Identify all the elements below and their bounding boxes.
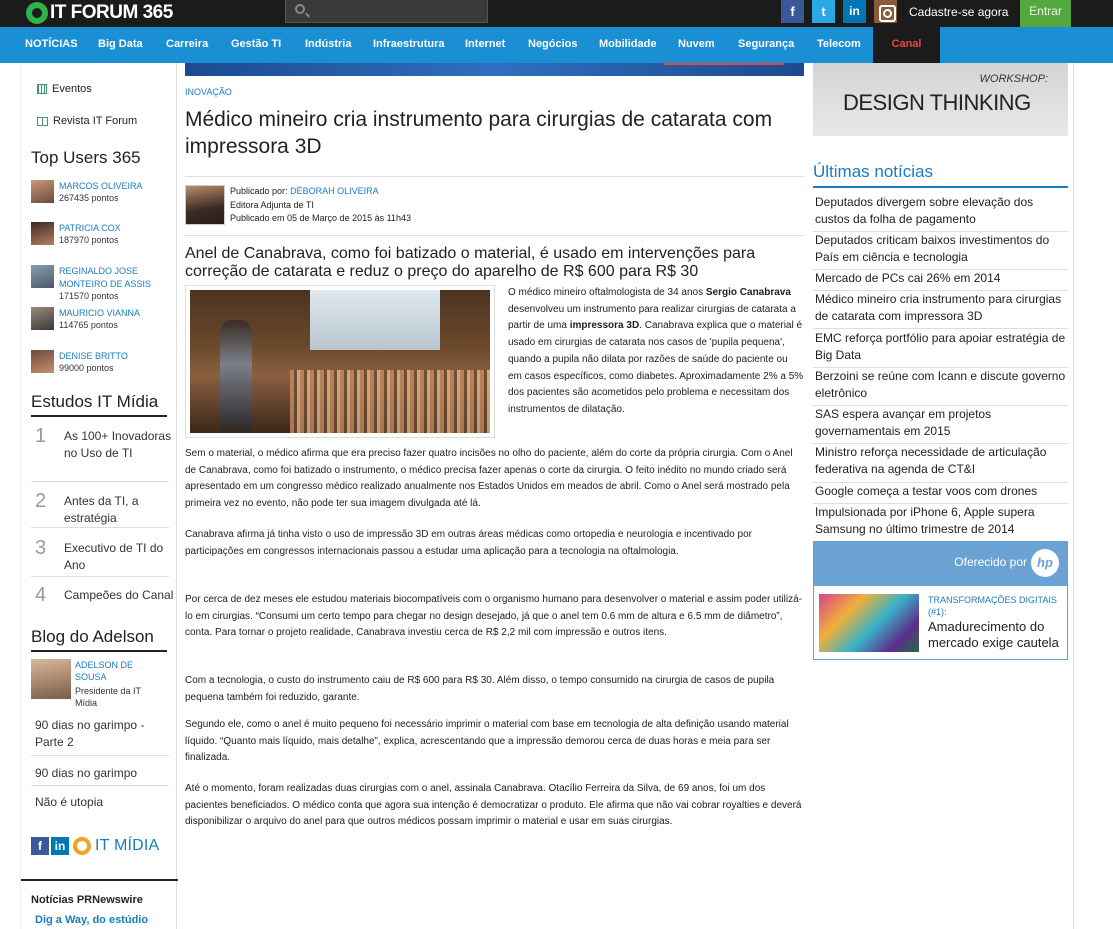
eventos-link[interactable] bbox=[37, 83, 92, 95]
divider bbox=[21, 879, 178, 881]
divider bbox=[31, 650, 167, 652]
news-item[interactable]: Berzoini se reúne com Icann e discute governo eletrônico bbox=[813, 368, 1068, 406]
photo-speaker bbox=[220, 320, 252, 430]
blog-author-role: Presidente da IT Mídia bbox=[75, 686, 141, 708]
itmidia-text: IT MÍDIA bbox=[95, 837, 160, 854]
published-by-label: Publicado por: bbox=[230, 186, 288, 196]
book-icon bbox=[37, 117, 48, 126]
nav-telecom[interactable]: Telecom bbox=[817, 38, 861, 50]
latest-news-title: Últimas notícias bbox=[813, 162, 933, 181]
calendar-icon bbox=[37, 84, 47, 94]
user-points: 114765 pontos bbox=[59, 320, 118, 330]
avatar bbox=[31, 265, 54, 288]
avatar bbox=[31, 350, 54, 373]
linkedin-icon[interactable]: in bbox=[843, 0, 866, 23]
avatar bbox=[31, 307, 54, 330]
article-paragraph: Segundo ele, como o anel é muito pequeno foi necessário imprimir o material com base em tecnologia de alta definição usando material líquido. “Quanto mais líquido, mais detalhe”, explica, acrescentando que a impressão demorou cerca de duas horas e meia para ser finalizada. bbox=[185, 719, 789, 764]
estudo-title[interactable]: Executivo de TI do Ano bbox=[64, 541, 164, 572]
article-paragraph: Por cerca de dez meses ele estudou materiais biocompatíveis com o organismo humano para desenvolver o material e assim poder utilizá-lo em cirurgias. “Consumi um certo tempo para chegar no design desejado, já que o anel tem 0.6 mm de altura e 6.5 mm de diâmetro”, conta. Para tornar o projeto realidade, Canabrava investiu cerca de R$ 2,2 mil com impressão e outros itens. bbox=[185, 594, 802, 639]
sponsored-box[interactable] bbox=[813, 541, 1068, 660]
news-item[interactable]: Mercado de PCs cai 26% em 2014 bbox=[813, 270, 1068, 291]
article-title: Médico mineiro cria instrumento para cirurgias de catarata com impressora 3D bbox=[185, 108, 773, 158]
sponsored-tag[interactable]: TRANSFORMAÇÕES DIGITAIS (#1): bbox=[928, 595, 1057, 617]
author-name[interactable]: DÉBORAH OLIVEIRA bbox=[290, 186, 379, 196]
news-item[interactable]: Google começa a testar voos com drones bbox=[813, 483, 1068, 504]
news-item[interactable]: Médico mineiro cria instrumento para cirurgias de catarata com impressora 3D bbox=[813, 291, 1068, 329]
user-item[interactable] bbox=[31, 350, 171, 380]
article-subtitle: Anel de Canabrava, como foi batizado o material, é usado em intervenções para correção de catarata e reduz o preço do aparelho de R$ 600 para R$ 30 bbox=[185, 245, 756, 280]
divider bbox=[185, 176, 804, 177]
sponsored-title[interactable]: Amadurecimento do mercado exige cautela bbox=[928, 619, 1059, 650]
article-paragraph: Canabrava afirma já tinha visto o uso de impressão 3D em outras áreas médicas como ortopedia e neurologia e incentivado por participações em congressos internacionais passou a estudar uma aplicação para a tecnologia na oftalmologia. bbox=[185, 529, 752, 557]
user-points: 171570 pontos bbox=[59, 291, 119, 301]
search-input[interactable] bbox=[312, 3, 482, 19]
divider bbox=[31, 785, 169, 786]
nav-industria[interactable]: Indústria bbox=[305, 38, 352, 50]
nav-gestao-ti[interactable]: Gestão TI bbox=[231, 38, 282, 50]
news-item[interactable]: Deputados divergem sobre elevação dos custos da folha de pagamento bbox=[813, 194, 1068, 232]
photo-canvas bbox=[190, 290, 490, 433]
news-item[interactable]: Impulsionada por iPhone 6, Apple supera Samsung no último trimestre de 2014 bbox=[815, 505, 1035, 536]
blog-post-link[interactable]: 90 dias no garimpo bbox=[35, 766, 138, 780]
divider bbox=[185, 235, 804, 236]
signup-link[interactable]: Cadastre-se agora bbox=[909, 5, 1009, 19]
article-byline bbox=[230, 186, 379, 196]
user-item[interactable] bbox=[31, 180, 171, 210]
revista-link[interactable] bbox=[37, 115, 137, 127]
user-points: 99000 pontos bbox=[59, 363, 114, 373]
nav-infraestrutura[interactable]: Infraestrutura bbox=[373, 38, 445, 50]
user-name[interactable]: MAURICIO VIANNA bbox=[59, 308, 141, 318]
author-photo bbox=[185, 185, 225, 225]
top-users-title: Top Users 365 bbox=[31, 148, 141, 167]
nav-big-data[interactable]: Big Data bbox=[98, 38, 143, 50]
revista-label: Revista IT Forum bbox=[53, 115, 138, 127]
estudo-title[interactable]: Campeões do Canal bbox=[64, 588, 174, 602]
prnews-link[interactable]: Dig a Way, do estúdio bbox=[35, 914, 149, 926]
twitter-icon[interactable]: t bbox=[812, 0, 835, 23]
logo-text: IT FORUM 365 bbox=[50, 2, 173, 23]
estudo-title[interactable]: Antes da TI, a estratégia bbox=[64, 494, 139, 525]
estudo-item[interactable] bbox=[31, 584, 174, 622]
workshop-ad[interactable] bbox=[813, 63, 1068, 136]
article-paragraph: Sem o material, o médico afirma que era preciso fazer quatro incisões no olho do paciente, além do corte da própria cirurgia. Com o Anel de Canabrava, como foi batizado o instrumento, o médico precisa fazer apenas o corte da cirurgia. O feito inédito no mundo criado será apresentado em um congresso médico realizado anualmente nos Estados Unidos em meados de abril. Como o Anel será mostrado pela primeira vez no evento, não pode ter sua imagem divulgada até lá. bbox=[185, 448, 793, 510]
news-item[interactable]: Deputados criticam baixos investimentos do País em ciência e tecnologia bbox=[813, 232, 1068, 270]
main-nav bbox=[0, 27, 1113, 63]
ad-banner[interactable] bbox=[185, 63, 804, 76]
blog-post-link[interactable]: Não é utopia bbox=[35, 795, 104, 809]
instagram-icon[interactable] bbox=[874, 0, 897, 23]
user-name[interactable]: PATRICIA COX bbox=[59, 223, 121, 233]
estudo-number: 3 bbox=[35, 537, 47, 559]
photo-audience bbox=[290, 370, 490, 433]
article-photo bbox=[185, 285, 495, 438]
avatar bbox=[31, 180, 54, 203]
sponsor-bar bbox=[814, 542, 1067, 586]
nav-canal[interactable]: Canal bbox=[873, 27, 940, 63]
nav-noticias[interactable]: NOTÍCIAS bbox=[25, 38, 78, 50]
blog-title: Blog do Adelson bbox=[31, 627, 154, 646]
news-item[interactable]: SAS espera avançar em projetos governamentais em 2015 bbox=[813, 406, 1068, 444]
news-item[interactable]: EMC reforça portfólio para apoiar estratégia de Big Data bbox=[813, 330, 1068, 368]
linkedin-icon[interactable]: in bbox=[51, 837, 69, 855]
blog-post-link[interactable]: 90 dias no garimpo - Parte 2 bbox=[35, 718, 145, 749]
facebook-icon[interactable]: f bbox=[31, 837, 49, 855]
login-button[interactable]: Entrar bbox=[1020, 0, 1071, 27]
estudo-number: 1 bbox=[35, 425, 47, 447]
nav-negocios[interactable]: Negócios bbox=[528, 38, 578, 50]
user-name[interactable]: MARCOS OLIVEIRA bbox=[59, 181, 143, 191]
prnews-title: Notícias PRNewswire bbox=[31, 894, 143, 906]
blog-author-name[interactable]: ADELSON DE SOUSA bbox=[75, 660, 134, 682]
article-paragraph: Até o momento, foram realizadas duas cirurgias com o anel, assinala Canabrava. Otacílio Ferreira da Silva, de 69 anos, foi um dos pacientes beneficiados. O médico conta que agora sua intenção é democratizar o produto. Ele afirma que não vai cobrar royalties e deverá disponibilizar o arquivo do anel para que outros médicos possam imprimir o material e usar em suas cirurgias. bbox=[185, 783, 802, 828]
estudo-title[interactable]: As 100+ Inovadoras no Uso de TI bbox=[64, 429, 172, 460]
news-item[interactable]: Ministro reforça necessidade de articulação federativa na agenda de CT&I bbox=[813, 444, 1068, 483]
article-lead bbox=[508, 285, 804, 419]
workshop-title: DESIGN THINKING bbox=[843, 90, 1031, 115]
right-border bbox=[1073, 63, 1074, 929]
sponsored-thumbnail[interactable] bbox=[819, 594, 919, 652]
estudo-item[interactable] bbox=[31, 490, 169, 528]
user-points: 267435 pontos bbox=[59, 193, 119, 203]
logo-icon bbox=[26, 2, 48, 24]
estudo-item[interactable] bbox=[31, 537, 169, 577]
lead-text: desenvolveu um instrumento para realizar cirurgias de catarata a partir de uma bbox=[508, 303, 796, 332]
divider bbox=[813, 186, 1068, 188]
author-role: Editora Adjunta de TI bbox=[230, 200, 314, 210]
lead-bold: impressora 3D bbox=[569, 320, 640, 332]
nav-nuvem[interactable]: Nuvem bbox=[678, 38, 715, 50]
estudo-number: 4 bbox=[35, 584, 47, 606]
article-category[interactable]: INOVAÇÃO bbox=[185, 87, 232, 97]
search-box[interactable] bbox=[285, 0, 488, 23]
nav-mobilidade[interactable]: Mobilidade bbox=[599, 38, 657, 50]
itmidia-circle-icon bbox=[73, 837, 91, 855]
estudos-title: Estudos IT Mídia bbox=[31, 392, 159, 411]
user-name[interactable]: REGINALDO JOSE MONTEIRO DE ASSIS bbox=[59, 266, 152, 289]
eventos-label: Eventos bbox=[52, 83, 92, 95]
user-name[interactable]: DENISE BRITTO bbox=[59, 351, 128, 361]
left-sidebar bbox=[20, 63, 177, 929]
estudo-number: 2 bbox=[35, 490, 47, 512]
hp-logo-icon[interactable]: hp bbox=[1031, 549, 1059, 577]
avatar bbox=[31, 659, 71, 699]
user-item[interactable] bbox=[31, 307, 171, 337]
nav-seguranca[interactable]: Segurança bbox=[738, 38, 795, 50]
lead-text: O médico mineiro oftalmologista de 34 anos bbox=[508, 287, 706, 298]
nav-internet[interactable]: Internet bbox=[465, 38, 506, 50]
estudo-item[interactable] bbox=[31, 425, 172, 482]
lead-bold: Sergio Canabrava bbox=[705, 287, 791, 298]
nav-carreira[interactable]: Carreira bbox=[166, 38, 209, 50]
user-item[interactable] bbox=[31, 222, 171, 252]
facebook-icon[interactable]: f bbox=[781, 0, 804, 23]
divider bbox=[31, 755, 169, 756]
photo-screen bbox=[310, 290, 440, 350]
user-item[interactable] bbox=[31, 265, 171, 301]
search-icon[interactable] bbox=[295, 4, 305, 14]
avatar bbox=[31, 222, 54, 245]
lead-text: . Canabrava explica que o material é usado em cirurgias de catarata nos casos de 'pupila pequena', quando a pupila não dilata por razões de saúde do paciente ou em casos específicos, como diabetes. Aproximadamente 2% a 5% dos pacientes são acometidos pelo problema e necessitam dos instrumentos de dilatação. bbox=[508, 320, 804, 415]
offered-by-label: Oferecido por bbox=[954, 555, 1027, 569]
site-logo[interactable] bbox=[26, 1, 173, 25]
workshop-label: WORKSHOP: bbox=[979, 73, 1048, 85]
article-paragraph: Com a tecnologia, o custo do instrumento caiu de R$ 600 para R$ 30. Além disso, o tempo consumido na cirurgia de casos de pupila pequena também foi reduzido, garante. bbox=[185, 675, 775, 703]
publish-date: Publicado em 05 de Março de 2015 às 11h43 bbox=[230, 213, 411, 223]
itmidia-logo[interactable] bbox=[31, 837, 159, 855]
divider bbox=[31, 415, 167, 417]
user-points: 187970 pontos bbox=[59, 235, 119, 245]
top-bar bbox=[0, 0, 1113, 27]
